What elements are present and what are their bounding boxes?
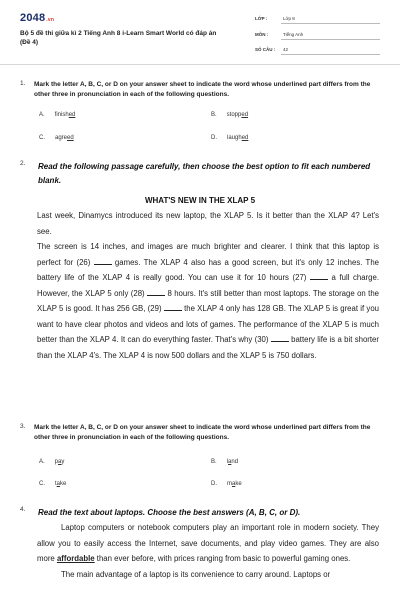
meta-underline	[281, 23, 380, 24]
question-3	[20, 423, 382, 495]
question-number: 4.	[20, 506, 26, 513]
meta-underline	[281, 54, 380, 55]
blank-30[interactable]	[271, 341, 289, 342]
passage-paragraph: The screen is 14 inches, and images are much brighter and clearer. I think that this laptop is perfect for (26) games. The XLAP 4 also has a good screen, but it's only 12 inches. The battery life of the XLAP 4 is really good. You can use it for 10 hours (27) a full charge. However, the XLAP 5 only (28) 8 hours. It's still better than most laptops. The storage on the XLAP 5 is good. It has 256 GB, (29) the XLAP 4 only has 128 GB. The XLAP 5 is great if you want to have clear photos and videos and lots of games. The performance of the XLAP 5 is much better than the XLAP 4. It can do everything faster. That's why (30) battery life is a bit shorter than the XLAP 4's. The XLAP 4 is now 500 dollars and the XLAP 5 is 750 dollars.	[37, 242, 379, 360]
logo-text: 2048	[20, 12, 46, 24]
meta-count	[255, 45, 380, 55]
question-instruction: Mark the letter A, B, C, or D on your answer sheet to indicate the word whose underlined part differs from the other three in pronunciation in each of the following questions.	[34, 424, 371, 441]
blank-27[interactable]	[310, 279, 328, 280]
document-header	[0, 0, 400, 62]
blank-26[interactable]	[94, 264, 112, 265]
blank-28[interactable]	[147, 295, 165, 296]
blank-29[interactable]	[164, 310, 182, 311]
highlighted-word: affordable	[56, 554, 95, 563]
question-2	[20, 160, 382, 190]
option-a[interactable]: A. pay	[39, 459, 65, 465]
question-instruction: Mark the letter A, B, C, or D on your answer sheet to indicate the word whose underlined part differs from the other three in pronunciation in each of the following questions.	[34, 81, 371, 98]
option-d[interactable]: D. laughed	[211, 135, 249, 141]
option-d[interactable]: D. make	[211, 481, 242, 487]
option-b[interactable]: B. stopped	[211, 112, 249, 118]
passage-laptops	[37, 520, 379, 600]
question-number: 3.	[20, 423, 26, 430]
meta-count-value: 42	[283, 47, 289, 52]
header-divider	[0, 64, 400, 65]
meta-class-label: LỚP :	[255, 16, 268, 21]
option-c[interactable]: C. agreed	[39, 135, 74, 141]
option-c[interactable]: C. take	[39, 481, 67, 487]
meta-subject	[255, 30, 380, 40]
meta-underline	[281, 39, 380, 40]
passage-xlap	[37, 208, 379, 363]
question-instruction: Read the text about laptops. Choose the best answers (A, B, C, or D).	[38, 508, 301, 517]
passage-paragraph: The main advantage of a laptop is its convenience to carry around. Laptops or	[61, 569, 331, 579]
meta-subject-value: Tiếng Anh	[283, 32, 304, 37]
meta-subject-label: MÔN :	[255, 32, 269, 37]
passage-title: WHAT'S NEW IN THE XLAP 5	[144, 196, 256, 205]
meta-class	[255, 14, 380, 24]
question-number: 1.	[20, 80, 26, 87]
logo-suffix: .vn	[46, 17, 55, 23]
meta-count-label: SỐ CÂU :	[255, 47, 276, 52]
passage-paragraph: Laptop computers or notebook computers play an important role in modern society. They allow you to easily access the Internet, save documents, and play video games. They are also more affordable than ever before, with prices ranging from basic to powerful gaming ones.	[37, 523, 379, 563]
question-number: 2.	[20, 160, 26, 167]
question-1	[20, 80, 382, 150]
option-b[interactable]: B. land	[211, 459, 239, 465]
site-logo[interactable]	[20, 12, 54, 24]
passage-paragraph: Last week, Dinamycs introduced its new laptop, the XLAP 5. Is it better than the XLAP 4? Let's see.	[37, 211, 379, 236]
option-a[interactable]: A. finished	[39, 112, 76, 118]
question-instruction: Read the following passage carefully, then choose the best option to fit each numbered blank.	[38, 162, 371, 185]
document-title: Bộ 5 đề thi giữa kì 2 Tiếng Anh 8 i-Learn Smart World có đáp án (Đề 4)	[20, 30, 217, 46]
meta-class-value: Lớp 8	[283, 16, 295, 21]
